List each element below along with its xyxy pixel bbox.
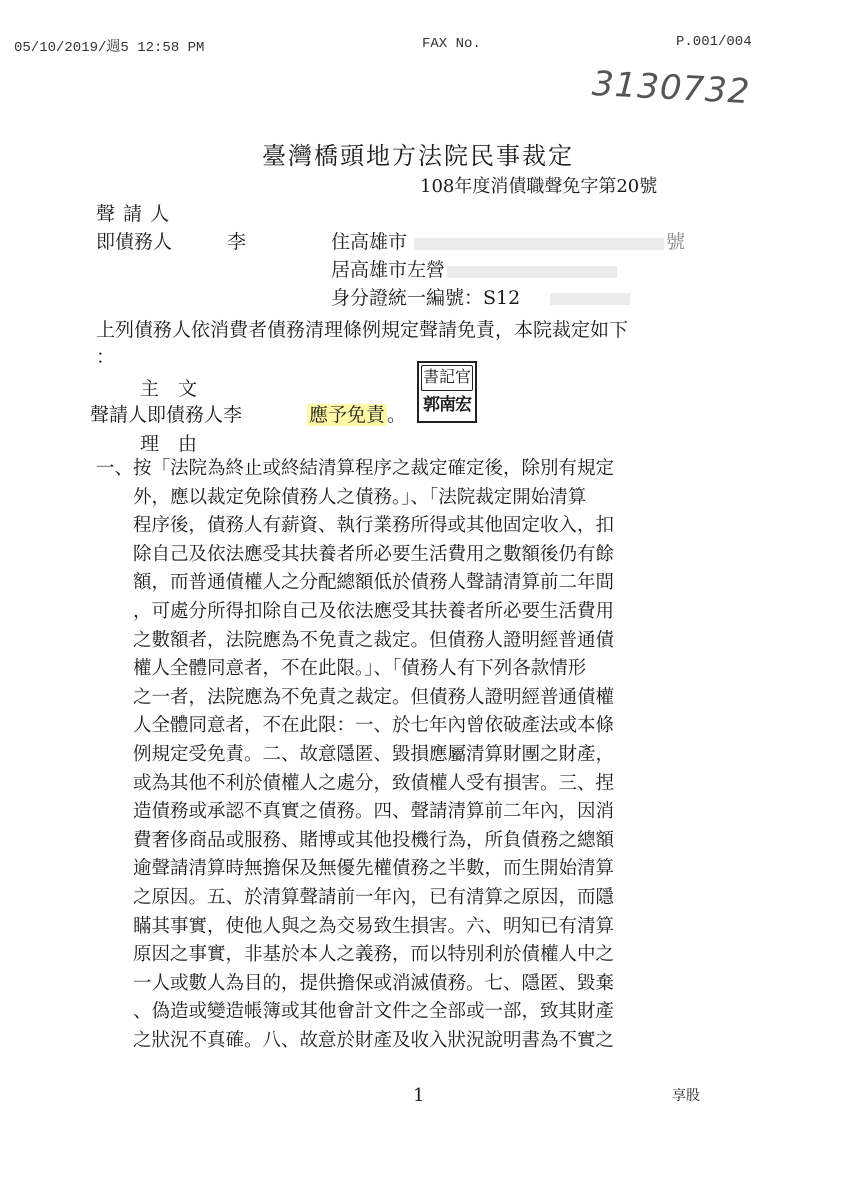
reason-line: 費奢侈商品或服務、賭博或其他投機行為，所負債務之總額 [96, 829, 615, 851]
residence-redaction [447, 266, 617, 278]
reason-line: 原因之事實，非基於本人之義務，而以特別利於債權人中之 [96, 944, 615, 966]
reason-line: 權人全體同意者，不在此限。」、「債務人有下列各款情形 [96, 658, 587, 680]
fax-number-label: FAX No. [422, 36, 481, 52]
address-suffix: 號 [666, 231, 686, 253]
handwritten-number: 3130732 [591, 63, 752, 113]
ruling-highlight: 應予免責 [309, 404, 386, 426]
page-number: 1 [413, 1085, 425, 1106]
reason-line: ，可處分所得扣除自己及依法應受其扶養者所必要生活費用 [96, 600, 615, 622]
reason-line: 除自己及依法應受其扶養者所必要生活費用之數額後仍有餘 [96, 543, 615, 565]
reason-line: 或為其他不利於債權人之處分，致債權人受有損害。三、捏 [96, 772, 615, 794]
reason-line: 一、按「法院為終止或終結清算程序之裁定確定後，除別有規定 [96, 458, 615, 479]
reason-line: 之狀況不真確。八、故意於財產及收入狀況說明書為不實之 [96, 1029, 615, 1051]
address-redaction [414, 238, 664, 250]
document-title: 臺灣橋頭地方法院民事裁定 [262, 142, 574, 170]
applicant-label: 聲 請 人 [96, 203, 171, 225]
reason-line: 例規定受免責。二、故意隱匿、毀損應屬清算財團之財產， [96, 743, 615, 765]
reason-line: 瞞其事實，使他人與之為交易致生損害。六、明知已有清算 [96, 915, 615, 937]
reason-line: 外，應以裁定免除債務人之債務。」、「法院裁定開始清算 [96, 486, 587, 508]
debtor-name: 李 [227, 231, 247, 253]
ruling-period: 。 [387, 404, 407, 426]
residence-address: 居高雄市左營 [331, 259, 446, 281]
reason-line: 之一者，法院應為不免責之裁定。但債務人證明經普通債權 [96, 686, 615, 708]
seal-title: 書記官 [421, 365, 473, 391]
reason-line: 額，而普通債權人之分配總額低於債務人聲請清算前二年間 [96, 572, 615, 594]
reason-line: 一人或數人為目的，提供擔保或消滅債務。七、隱匿、毀棄 [96, 972, 615, 994]
main-heading: 主 文 [140, 378, 198, 400]
reason-line: 造債務或承認不真實之債務。四、聲請清算前二年內，因消 [96, 801, 615, 823]
debtor-label: 即債務人 [96, 231, 173, 253]
main-ruling-prefix: 聲請人即債務人李 [90, 404, 243, 426]
fax-page-indicator: P.001/004 [676, 34, 752, 50]
case-number: 108年度消債職聲免字第20號 [420, 176, 658, 197]
reason-paragraph [96, 455, 716, 1055]
main-ruling [307, 400, 406, 427]
clerk-seal [417, 361, 477, 423]
reason-line: 之數額者，法院應為不免責之裁定。但債務人證明經普通債 [96, 629, 615, 651]
id-redaction [550, 293, 630, 305]
reason-line: 程序後，債務人有薪資、執行業務所得或其他固定收入，扣 [96, 515, 615, 537]
reason-line: 人全體同意者，不在此限：一、於七年內曾依破產法或本條 [96, 715, 615, 737]
reason-line: 之原因。五、於清算聲請前一年內，已有清算之原因，而隱 [96, 886, 615, 908]
intro-line-2: ： [96, 346, 116, 368]
id-number-label: 身分證統一編號：S12 [331, 287, 521, 309]
address-label: 住高雄市 [331, 231, 408, 253]
intro-line-1: 上列債務人依消費者債務清理條例規定聲請免責，本院裁定如下 [96, 319, 629, 341]
reason-heading: 理 由 [140, 433, 198, 455]
division-label: 享股 [672, 1088, 700, 1104]
fax-datetime: 05/10/2019/週5 12:58 PM [14, 40, 205, 56]
reason-line: 、偽造或變造帳簿或其他會計文件之全部或一部，致其財產 [96, 1001, 615, 1023]
seal-name: 郭南宏 [423, 395, 471, 415]
reason-line: 逾聲請清算時無擔保及無優先權債務之半數，而生開始清算 [96, 858, 615, 880]
